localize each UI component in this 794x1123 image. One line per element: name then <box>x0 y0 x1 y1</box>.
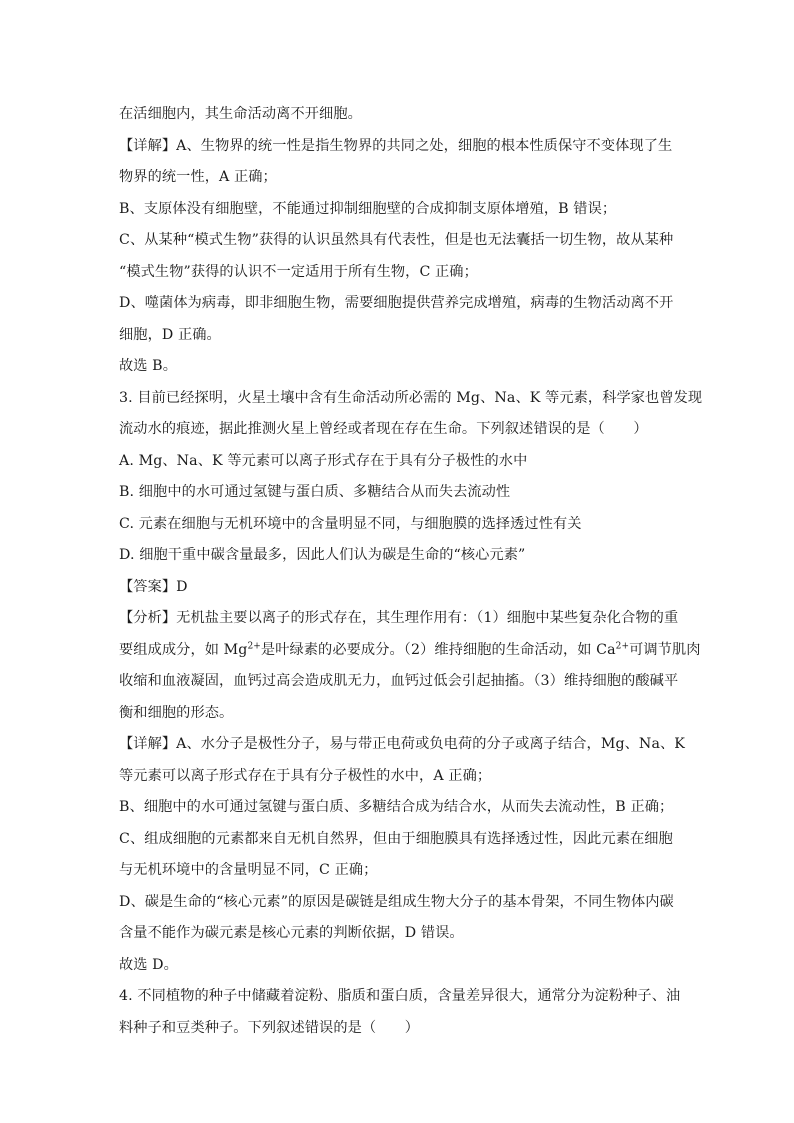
option-d: D. 细胞干重中碳含量最多，因此人们认为碳是生命的“核心元素” <box>119 547 526 563</box>
explanation-line: C、组成细胞的元素都来自无机自然界，但由于细胞膜具有选择透过性，因此元素在细胞 <box>119 830 673 847</box>
explanation-line: 含量不能作为碳元素是核心元素的判断依据，D 错误。 <box>119 925 464 941</box>
text-line: D、噬菌体为病毒，即非细胞生物，需要细胞提供营养完成增殖，病毒的生物活动离不开 <box>119 295 674 311</box>
analysis-line-ions: 要组成成分，如 $Mg^{2+}$是叶绿素的必要成分。（2）维持细胞的生命活动，如 $Ca^{2+}$可调节肌肉 <box>119 640 701 658</box>
text-line: C、从某种“模式生物”获得的认识虽然具有代表性，但是也无法囊括一切生物，故从某种 <box>119 232 674 248</box>
explanation-line: B、细胞中的水可通过氢键与蛋白质、多糖结合成为结合水，从而失去流动性，B 正确； <box>119 799 674 815</box>
text-line: 细胞，D 正确。 <box>119 326 221 343</box>
answer-line: 【答案】D <box>119 578 188 595</box>
option-c: C. 元素在细胞与无机环境中的含量明显不同，与细胞膜的选择透过性有关 <box>119 515 582 532</box>
text-line: 故选 B。 <box>119 358 177 374</box>
analysis-line: 收缩和血液凝固，血钙过高会造成肌无力，血钙过低会引起抽搐。（3）维持细胞的酸碱平 <box>119 673 679 689</box>
explanation-line: D、碳是生命的“核心元素”的原因是碳链是组成生物大分子的基本骨架，不同生物体内碳 <box>119 893 674 910</box>
question-stem: 流动水的痕迹，据此推测火星上曾经或者现在存在生命。下列叙述错误的是（ ） <box>119 421 648 437</box>
text-line: 在活细胞内，其生命活动离不开细胞。 <box>119 106 362 122</box>
question-stem: 料种子和豆类种子。下列叙述错误的是（ ） <box>119 1019 420 1036</box>
explanation-line: 与无机环境中的含量明显不同，C 正确； <box>119 862 378 878</box>
option-b: B. 细胞中的水可通过氢键与蛋白质、多糖结合从而失去流动性 <box>119 484 511 500</box>
text-line: “模式生物”获得的认识不一定适用于所有生物，C 正确； <box>119 263 478 280</box>
question-stem: 4. 不同植物的种子中储藏着淀粉、脂质和蛋白质，含量差异很大，通常分为淀粉种子、油 <box>119 988 681 1004</box>
explanation-line: 等元素可以离子形式存在于具有分子极性的水中，A 正确； <box>119 767 492 784</box>
choice-line: 故选 D。 <box>119 956 178 973</box>
option-a: A. Mg、Na、K 等元素可以离子形式存在于具有分子极性的水中 <box>119 452 528 469</box>
question-stem: 3. 目前已经探明，火星土壤中含有生命活动所必需的 Mg、Na、K 等元素，科学家也曾发现 <box>119 389 703 406</box>
analysis-line: 【分析】无机盐主要以离子的形式存在，其生理作用有：（1）细胞中某些复杂化合物的重 <box>119 610 679 626</box>
text-body <box>119 102 703 1047</box>
explanation-line: 【详解】A、水分子是极性分子，易与带正电荷或负电荷的分子或离子结合，Mg、Na、K <box>119 736 685 752</box>
analysis-line: 衡和细胞的形态。 <box>119 704 234 721</box>
text-line: 【详解】A、生物界的统一性是指生物界的共同之处，细胞的根本性质保守不变体现了生 <box>119 137 673 154</box>
text-line: 物界的统一性，A 正确； <box>119 169 277 185</box>
text-line: B、支原体没有细胞壁，不能通过抑制细胞壁的合成抑制支原体增殖，B 错误； <box>119 200 617 217</box>
